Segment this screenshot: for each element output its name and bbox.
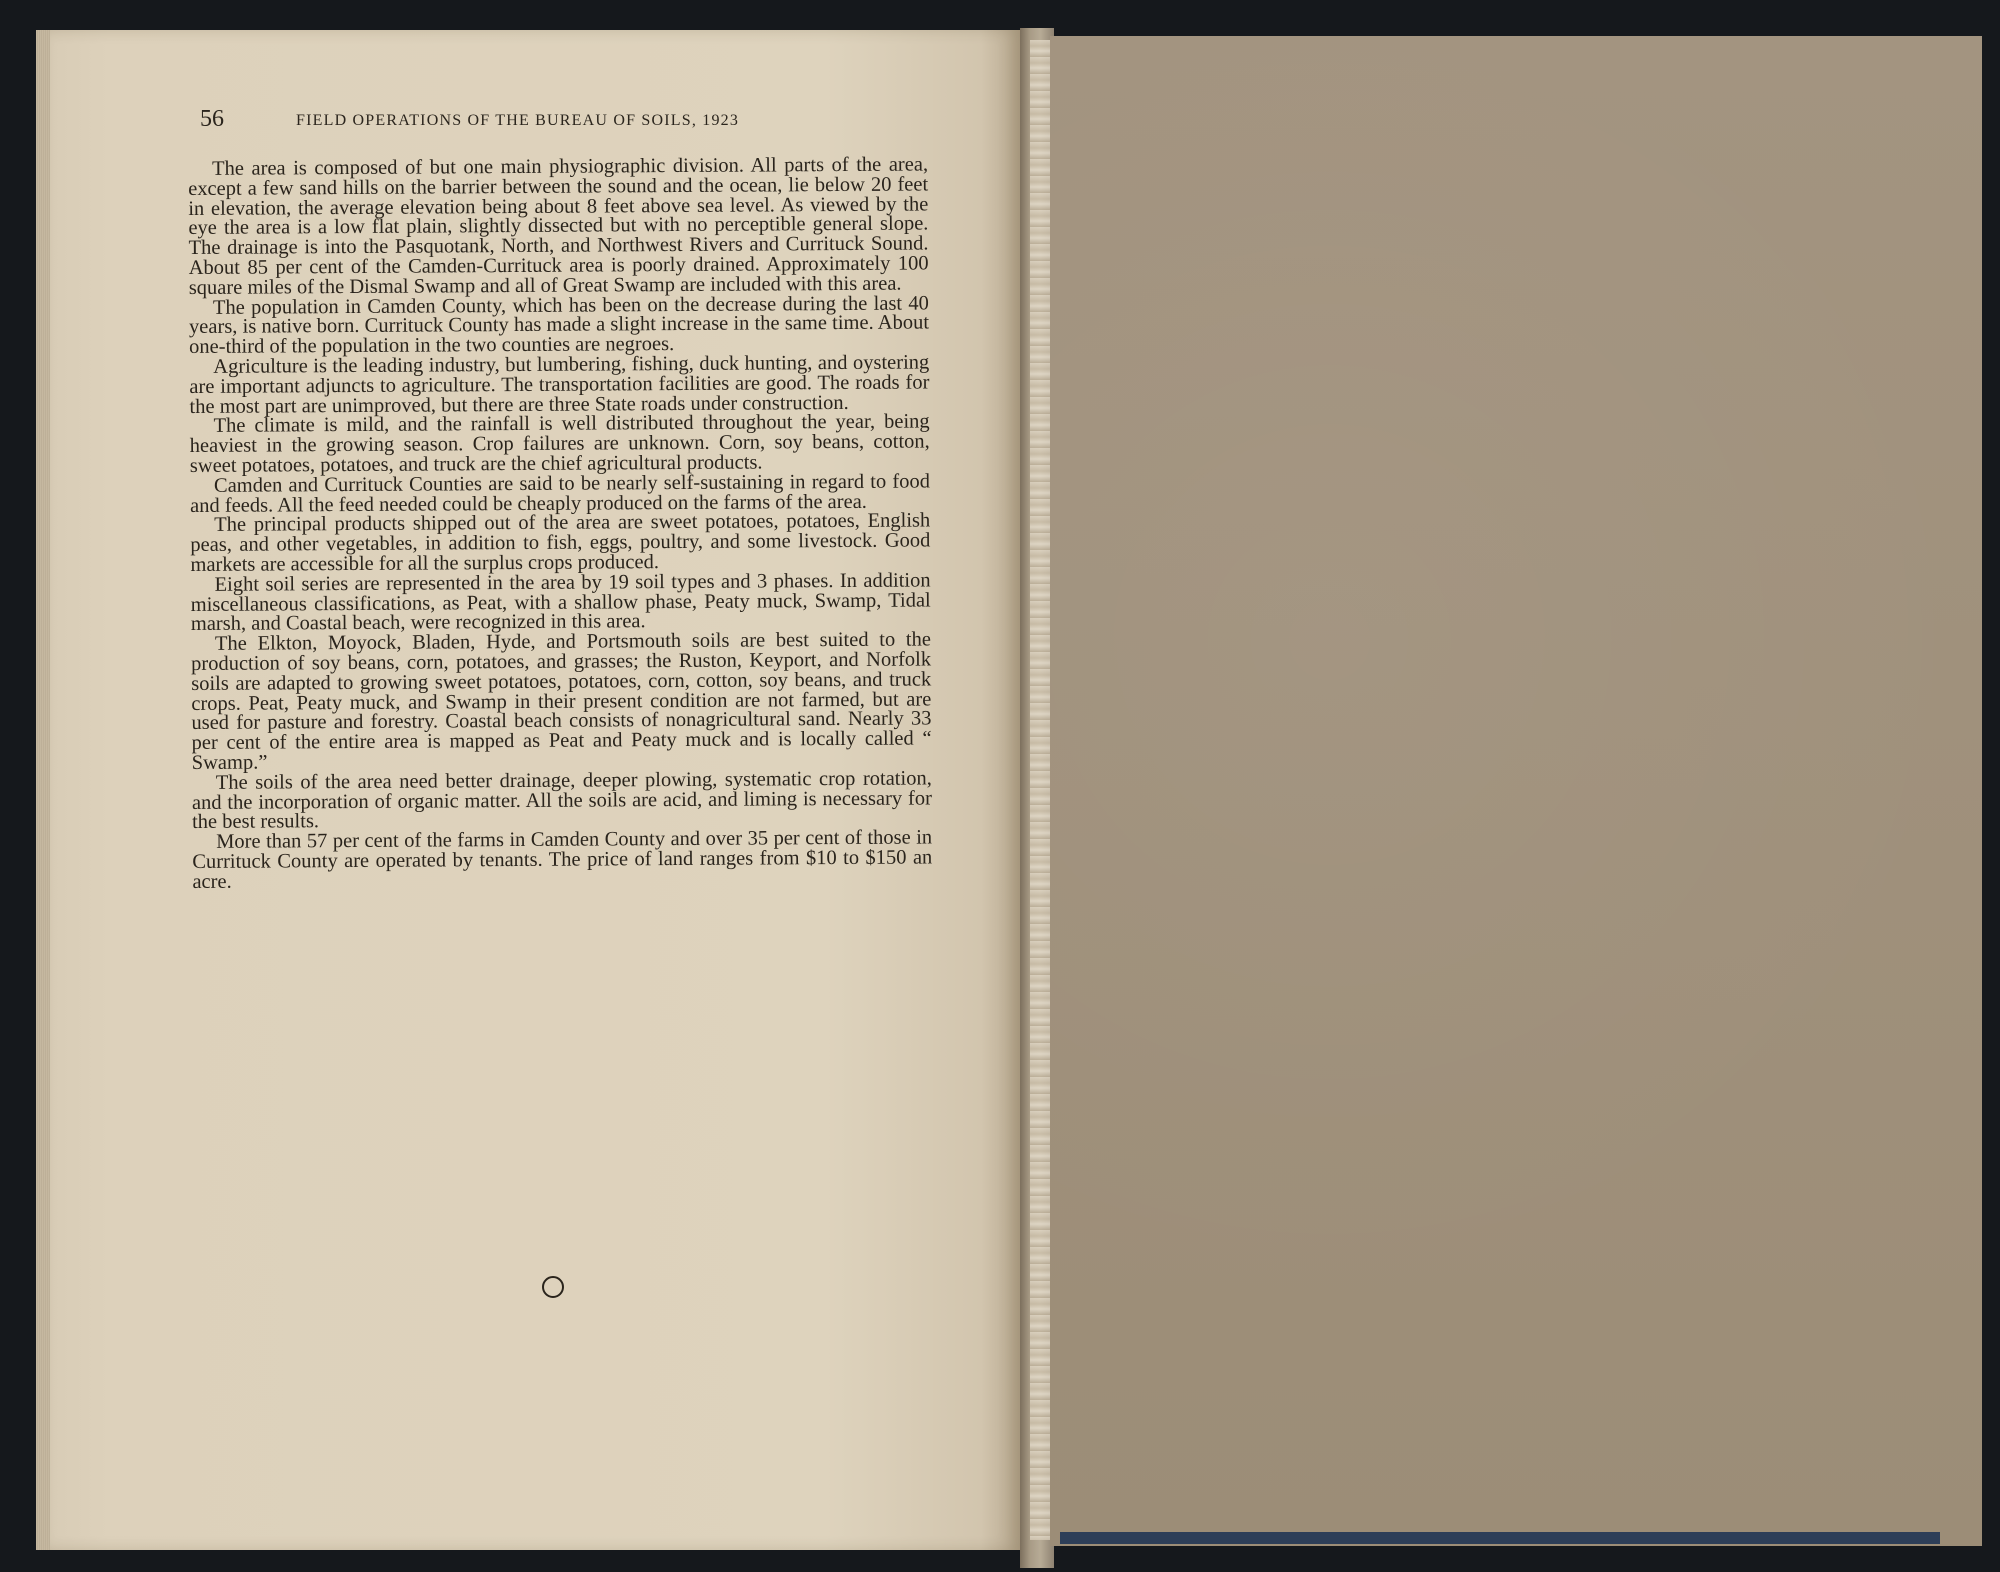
page-header <box>200 106 840 138</box>
paragraph: Camden and Currituck Counties are said to be nearly self-sustaining in regard to food and feeds. All the feed needed could be cheaply produced on the farms of the area. <box>190 470 931 517</box>
running-head: FIELD OPERATIONS OF THE BUREAU OF SOILS, 1923 <box>296 112 740 129</box>
paragraph: Agriculture is the leading industry, but lumbering, fishing, duck hunting, and oystering are important adjuncts to agriculture. The transportation facilities are good. The roads for the most part are unimproved, but there are three State roads under construction. <box>189 351 930 418</box>
body-text <box>188 155 932 892</box>
paragraph: The area is composed of but one main physiographic division. All parts of the area, except a few sand hills on the barrier between the sound and the ocean, lie below 20 feet in elevation, the average elevation being about 8 feet above sea level. As viewed by the eye the area is a low flat plain, slightly dissected but with no perceptible general slope. The drainage is into the Pasquotank, North, and Northwest Rivers and Currituck Sound. About 85 per cent of the Camden-Currituck area is poorly drained. Approximately 100 square miles of the Dismal Swamp and all of Great Swamp are included with this area. <box>188 153 929 299</box>
cover-edge <box>1060 1532 1940 1544</box>
paragraph: More than 57 per cent of the farms in Camden County and over 35 per cent of those in Currituck County are operated by tenants. The price of land ranges from $10 to $150 an acre. <box>192 826 933 893</box>
paragraph: The population in Camden County, which has been on the decrease during the last 40 years, is native born. Currituck County has made a slight increase in the same time. About one-third of the population in the two counties are negroes. <box>188 292 930 359</box>
paragraph: The climate is mild, and the rainfall is well distributed throughout the year, being heaviest in the growing season. Crop failures are unknown. Corn, soy beans, cotton, sweet potatoes, potatoes, and truck are the chief agricultural products. <box>189 410 930 477</box>
paragraph: The soils of the area need better drainage, deeper plowing, systematic crop rotation, and the incorporation of organic matter. All the soils are acid, and liming is necessary for the best results. <box>191 767 932 834</box>
paragraph: The principal products shipped out of the area are sweet potatoes, potatoes, English peas, and other vegetables, in addition to fish, eggs, poultry, and some livestock. Good markets are accessible for all the surplus crops produced. <box>190 509 931 576</box>
paragraph: The Elkton, Moyock, Bladen, Hyde, and Portsmouth soils are best suited to the production of soy beans, corn, potatoes, and grasses; the Ruston, Keyport, and Norfolk soils are adapted to growing sweet potatoes, potatoes, corn, cotton, soy beans, and truck crops. Peat, Peaty muck, and Swamp in their present condition are not farmed, but are used for pasture and forestry. Coastal beach consists of nonagricultural sand. Nearly 33 per cent of the entire area is mapped as Peat and Peaty muck and is locally called “ Swamp.” <box>191 628 932 774</box>
end-ornament-circle <box>542 1276 564 1298</box>
right-page-blank <box>1050 36 1982 1546</box>
paragraph: Eight soil series are represented in the area by 19 soil types and 3 phases. In addition miscellaneous classifications, as Peat, with a shallow phase, Peaty muck, Swamp, Tidal marsh, and Coastal beach, were recognized in this area. <box>190 569 931 636</box>
page-number: 56 <box>200 106 224 132</box>
